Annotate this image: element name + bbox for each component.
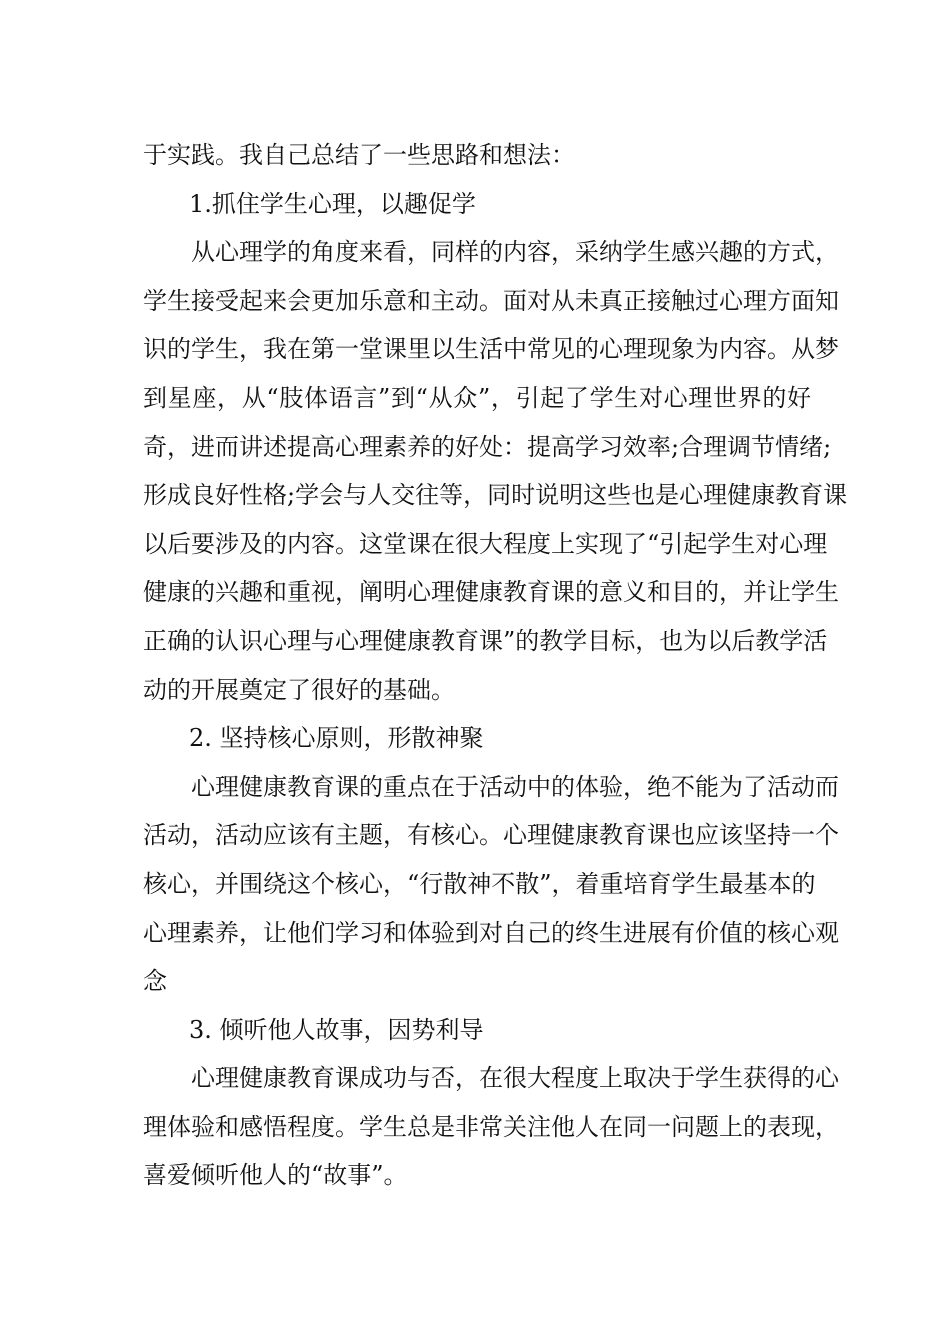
paragraph-line: 心理健康教育课成功与否，在很大程度上取决于学生获得的心	[191, 1064, 839, 1093]
paragraph-line: 核心，并围绕这个核心，“行散神不散”，着重培育学生最基本的	[143, 869, 816, 898]
section-heading-2: 2. 坚持核心原则，形散神聚	[189, 724, 484, 753]
paragraph-line: 动的开展奠定了很好的基础。	[143, 675, 455, 704]
section-heading-1: 1.抓住学生心理，以趣促学	[189, 189, 476, 218]
paragraph-line: 活动，活动应该有主题，有核心。心理健康教育课也应该坚持一个	[143, 821, 839, 850]
paragraph-line: 奇，进而讲述提高心理素养的好处：提高学习效率;合理调节情绪;	[143, 432, 832, 461]
paragraph-line: 喜爱倾听他人的“故事”。	[143, 1161, 408, 1190]
section-heading-3: 3. 倾听他人故事，因势利导	[189, 1015, 484, 1044]
paragraph-line: 以后要涉及的内容。这堂课在很大程度上实现了“引起学生对心理	[143, 529, 828, 558]
paragraph-line: 念	[143, 967, 167, 996]
paragraph-line: 正确的认识心理与心理健康教育课”的教学目标，也为以后教学活	[143, 626, 828, 655]
paragraph-line: 心理健康教育课的重点在于活动中的体验，绝不能为了活动而	[191, 772, 839, 801]
document-body	[143, 131, 848, 1200]
paragraph-line: 学生接受起来会更加乐意和主动。面对从未真正接触过心理方面知	[143, 286, 839, 315]
paragraph-line: 形成良好性格;学会与人交往等，同时说明这些也是心理健康教育课	[143, 481, 848, 510]
paragraph-line: 到星座，从“肢体语言”到“从众”，引起了学生对心理世界的好	[143, 383, 811, 412]
paragraph-line: 从心理学的角度来看，同样的内容，采纳学生感兴趣的方式，	[191, 238, 839, 267]
paragraph-line: 理体验和感悟程度。学生总是非常关注他人在同一问题上的表现，	[143, 1112, 839, 1141]
paragraph-line: 识的学生，我在第一堂课里以生活中常见的心理现象为内容。从梦	[143, 335, 839, 364]
paragraph-line: 心理素养，让他们学习和体验到对自己的终生进展有价值的核心观	[143, 918, 839, 947]
paragraph-line: 于实践。我自己总结了一些思路和想法：	[143, 141, 575, 169]
paragraph-line: 健康的兴趣和重视，阐明心理健康教育课的意义和目的，并让学生	[143, 578, 839, 607]
